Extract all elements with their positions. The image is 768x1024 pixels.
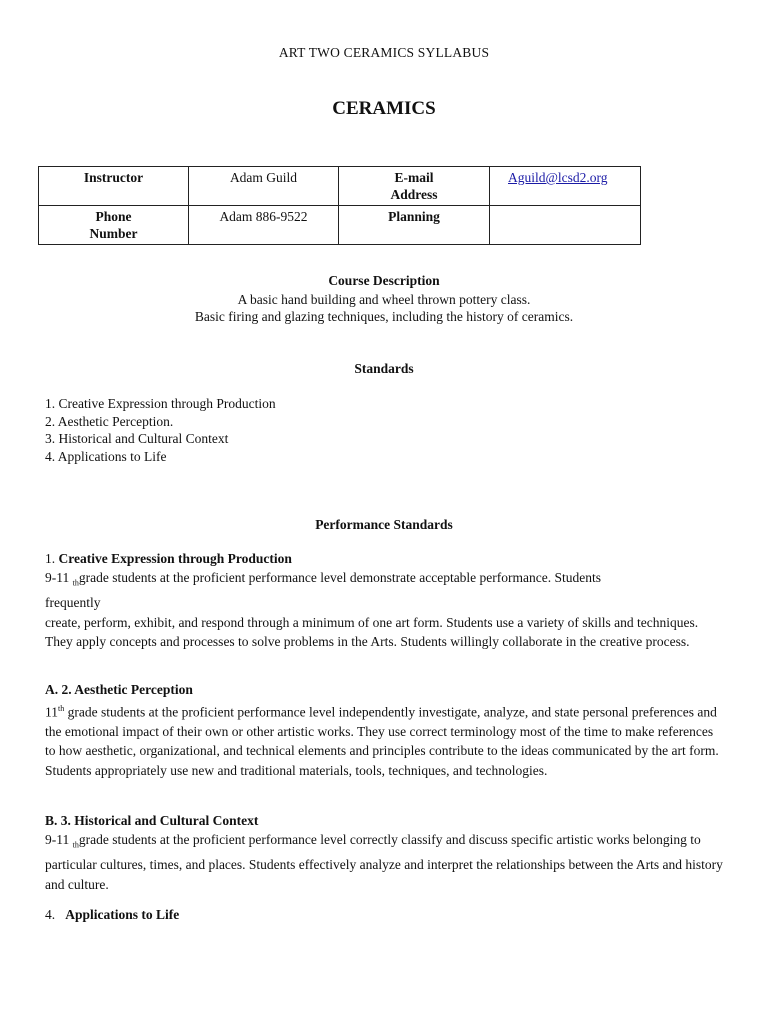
phone-label (39, 206, 189, 245)
standard-1-line2: frequently (45, 595, 101, 611)
table-row (39, 206, 641, 245)
standard-2-body: 11th grade students at the proficient performance level independently investigate, analyze, and state personal preferences and the emotional impact of their own or other artistic works. They use correct terminology most of the time to make references to how aesthetic, organizational, and technical elements and principles contribute to the ideas communicated by the art form. Students appropriately use new and traditional materials, tools, techniques, and technologies. (45, 704, 719, 778)
list-item: 2. Aesthetic Perception. (45, 413, 174, 429)
phone-label-line2: Number (89, 226, 138, 241)
standards-list (45, 395, 276, 465)
phone-value: Adam 886-9522 (189, 206, 339, 245)
planning-value (490, 206, 641, 245)
course-description-line2: Basic firing and glazing techniques, including the history of ceramics. (194, 309, 574, 324)
performance-standard-2 (45, 680, 725, 780)
email-link[interactable]: Aguild@lcsd2.org (508, 170, 608, 185)
performance-standard-1 (45, 549, 725, 651)
instructor-value: Adam Guild (189, 167, 339, 206)
list-item: 3. Historical and Cultural Context (45, 431, 229, 446)
instructor-info-table (38, 166, 641, 245)
email-value-cell (490, 167, 641, 206)
performance-standards-heading: Performance Standards (315, 517, 453, 532)
standard-4-title: Applications to Life (65, 907, 180, 922)
email-label (339, 167, 490, 206)
list-item: 1. Creative Expression through Production (45, 396, 276, 411)
planning-label: Planning (339, 206, 490, 245)
phone-label-line1: Phone (95, 209, 132, 224)
performance-standard-3 (45, 811, 725, 894)
course-description-heading: Course Description (328, 273, 440, 288)
standard-1-grade-line: 9-11 $_{th}$grade students at the proficient performance level demonstrate acceptable performance. Students (45, 570, 602, 588)
email-label-line1: E-mail (394, 170, 434, 185)
list-item: 4. Applications to Life (45, 448, 167, 464)
course-description-line1: A basic hand building and wheel thrown pottery class. (237, 292, 531, 307)
instructor-label: Instructor (39, 167, 189, 206)
standards-heading: Standards (354, 361, 414, 376)
document-title: ART TWO CERAMICS SYLLABUS (278, 45, 490, 60)
standard-1-heading: 1. Creative Expression through Production (45, 551, 292, 566)
standard-1-body: create, perform, exhibit, and respond through a minimum of one art form. Students use a variety of skills and techniques. They apply concepts and processes to solve problems in the Arts. Students willingly collaborate in the creative process. (45, 614, 699, 649)
standard-3-body: 9-11 $_{th}$grade students at the proficient performance level correctly classify and discuss specific artistic works belonging to particular cultures, times, and places. Students effectively analyze and interpret the relationships between the Arts and history and culture. (45, 832, 723, 892)
email-label-line2: Address (390, 187, 438, 202)
performance-standard-4: 4. Applications to Life (45, 907, 180, 922)
standard-1-title: Creative Expression through Production (58, 551, 292, 566)
table-row (39, 167, 641, 206)
document-subtitle: CERAMICS (332, 98, 436, 119)
standard-3-title: B. 3. Historical and Cultural Context (45, 813, 259, 828)
standard-2-title: A. 2. Aesthetic Perception (45, 682, 193, 697)
